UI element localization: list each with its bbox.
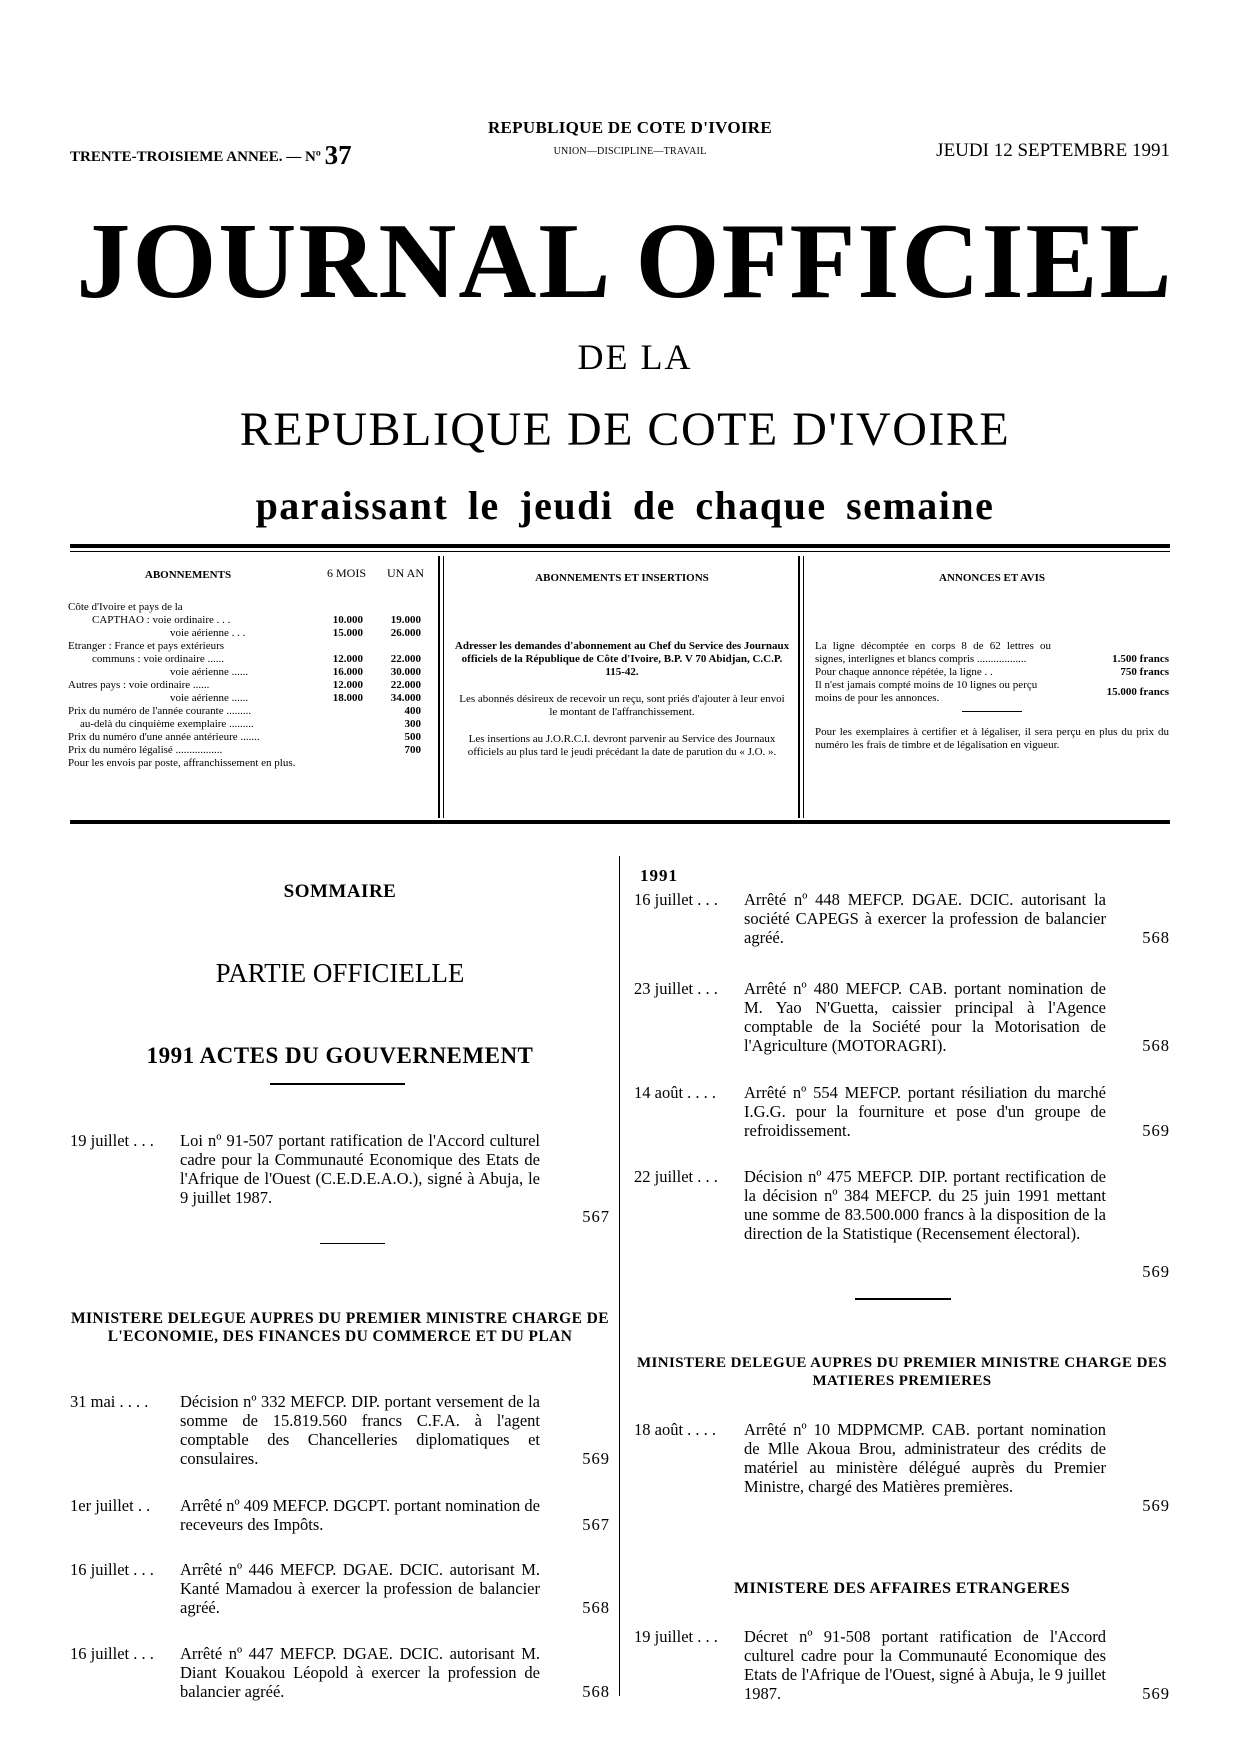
entry-date: 16 juillet . . . <box>70 1560 154 1579</box>
sommaire-entry <box>634 1083 1170 1147</box>
single-price-row: au-delà du cinquième exemplaire ......... 300 <box>80 718 421 730</box>
entry-text: Arrêté nº 446 MEFCP. DGAE. DCIC. autorisant M. Kanté Mamadou à exercer la profession de balancier agréé. <box>180 1560 540 1617</box>
entry-page: 567 <box>582 1515 610 1534</box>
title-republic: REPUBLIQUE DE COTE D'IVOIRE <box>239 403 1011 456</box>
sommaire-entry <box>70 1644 610 1708</box>
rate-row: communs : voie ordinaire ...... 12.000 22.000 <box>92 653 421 665</box>
col-6mois-header: 6 MOIS <box>326 566 366 580</box>
sommaire-entry <box>634 1420 1170 1515</box>
actes-heading: 1991 ACTES DU GOUVERNEMENT <box>146 1043 534 1068</box>
actes-rule <box>270 1083 405 1085</box>
entry-text: Loi nº 91-507 portant ratification de l'Accord culturel cadre pour la Communauté Economique des Etats de l'Afrique de l'Ouest (C.E.D.E.A.O.), signé à Abuja, le 9 juillet 1987. <box>180 1131 540 1207</box>
annonce-rate-row: Pour chaque annonce répétée, la ligne . . 750 francs <box>815 666 1169 678</box>
rate-row: voie aérienne ...... 16.000 30.000 <box>170 666 421 678</box>
annonces-heading: ANNONCES ET AVIS <box>939 572 1045 584</box>
entry-text: Décision nº 332 MEFCP. DIP. portant versement de la somme de 15.819.560 francs C.F.A. à l'agent comptable des Chancelleries diplomatiques et consulaires. <box>180 1392 540 1468</box>
box-divider-1 <box>438 556 440 818</box>
insertions-panel <box>454 572 790 759</box>
ministry-economie-heading: MINISTERE DELEGUE AUPRES DU PREMIER MINISTRE CHARGE DE L'ECONOMIE, DES FINANCES DU COMMERCE ET DU PLAN <box>71 1310 609 1345</box>
sommaire-entry <box>70 1560 610 1624</box>
rate-row: voie aérienne . . . 15.000 26.000 <box>170 627 421 639</box>
annonce-rate-row: Il n'est jamais compté moins de 10 lignes ou perçu moins de pour les annonces. 15.000 francs <box>815 679 1169 704</box>
right-year: 1991 <box>640 866 678 885</box>
header-issue-number: 37 <box>324 140 352 170</box>
rate-row: Côte d'Ivoire et pays de la <box>68 601 183 613</box>
annonces-divider <box>962 711 1022 712</box>
annonce-rate-row: La ligne décomptée en corps 8 de 62 lettres ou signes, interlignes et blancs compris .................. 1.500 francs <box>815 640 1169 665</box>
single-price-row: Prix du numéro de l'année courante ......... 400 <box>68 705 421 717</box>
header-year-issue <box>70 140 352 171</box>
entry-date: 14 août . . . . <box>634 1083 717 1102</box>
entry-date: 16 juillet . . . <box>70 1644 154 1663</box>
entry-page: 569 <box>1142 1121 1170 1140</box>
entry-page: 568 <box>1142 1036 1170 1055</box>
box-bottom-rule <box>70 820 1170 824</box>
insertions-p3: Les insertions au J.O.R.C.I. devront parvenir au Service des Journaux officiels au plus tard le jeudi précédant la date de parution du « J.O. ». <box>467 733 777 758</box>
entry-page: 569 <box>1142 1262 1170 1281</box>
box-top-rule <box>70 544 1170 548</box>
loi-rule <box>320 1243 385 1244</box>
sommaire-entry <box>70 1131 610 1231</box>
entry-text: Arrêté nº 480 MEFCP. CAB. portant nomination de M. Yao N'Guetta, caissier principal à l'Agence comptable de la Société pour la Motorisation de l'Agriculture (MOTORAGRI). <box>744 979 1106 1055</box>
ministry-matieres-heading: MINISTERE DELEGUE AUPRES DU PREMIER MINISTRE CHARGE DES MATIERES PREMIERES <box>636 1355 1167 1389</box>
entry-date: 18 août . . . . <box>634 1420 717 1439</box>
entry-text: Arrêté nº 447 MEFCP. DGAE. DCIC. autorisant M. Diant Kouakou Léopold à exercer la profession de balancier agréé. <box>180 1644 540 1701</box>
entry-text: Décision nº 475 MEFCP. DIP. portant rectification de la décision nº 384 MEFCP. du 25 juin 1991 mettant une somme de 83.500.000 francs à la disposition de la direction de la Statistique (Recensement électoral). <box>744 1167 1106 1243</box>
subscription-rates <box>68 601 430 770</box>
sommaire-entry <box>634 1627 1170 1711</box>
insertions-heading: ABONNEMENTS ET INSERTIONS <box>535 572 709 584</box>
entry-date: 1er juillet . . <box>70 1496 151 1515</box>
entry-text: Décret nº 91-508 portant ratification de l'Accord culturel cadre pour la Communauté Economique des Etats de l'Afrique de l'Ouest, signé à Abuja, le 9 juillet 1987. <box>744 1627 1106 1703</box>
title-de-la: DE LA <box>577 337 693 377</box>
insertions-p1: Adresser les demandes d'abonnement au Chef du Service des Journaux officiels de la République de Côte d'Ivoire, B.P. V 70 Abidjan, C.C.P. 115-42. <box>454 640 790 678</box>
entry-date: 23 juillet . . . <box>634 979 718 998</box>
sommaire-entry <box>634 979 1170 1063</box>
ministry-affaires-heading: MINISTERE DES AFFAIRES ETRANGERES <box>733 1580 1071 1597</box>
box-divider-2b <box>803 556 804 818</box>
annonces-panel <box>815 572 1169 752</box>
entry-page: 569 <box>1142 1496 1170 1515</box>
single-price-row: Prix du numéro d'une année antérieure ....... 500 <box>68 731 421 743</box>
entry-page: 568 <box>1142 928 1170 947</box>
entry-text: Arrêté nº 10 MDPMCMP. CAB. portant nomination de Mlle Akoua Brou, administrateur des crédits de matériel au ministère délégué auprès du Premier Ministre, chargé des Matières premières. <box>744 1420 1106 1496</box>
entry-page: 569 <box>582 1449 610 1468</box>
entry-date: 22 juillet . . . <box>634 1167 718 1186</box>
header-republic: REPUBLIQUE DE COTE D'IVOIRE <box>487 118 773 137</box>
rate-row: Etranger : France et pays extérieurs <box>68 640 225 652</box>
subscriptions-heading: ABONNEMENTS <box>144 569 232 581</box>
box-divider-2 <box>798 556 800 818</box>
journal-title: JOURNAL OFFICIEL <box>76 202 1174 321</box>
sommaire-entry <box>70 1496 610 1540</box>
col-1an-header: UN AN <box>386 566 424 580</box>
entry-date: 19 juillet . . . <box>634 1627 718 1646</box>
sommaire-title: SOMMAIRE <box>283 881 397 902</box>
title-frequency: paraissant le jeudi de chaque semaine <box>255 483 995 528</box>
sommaire-entry <box>634 1167 1170 1287</box>
entry-page: 569 <box>1142 1684 1170 1703</box>
subscriptions-panel <box>68 566 430 770</box>
box-divider-1b <box>443 556 444 818</box>
insertions-p2: Les abonnés désireux de recevoir un reçu, sont priés d'ajouter à leur envoi le montant de l'affranchissement. <box>459 693 785 718</box>
entry-text: Arrêté nº 409 MEFCP. DGCPT. portant nomination de receveurs des Impôts. <box>180 1496 540 1534</box>
entry-text: Arrêté nº 448 MEFCP. DGAE. DCIC. autorisant la société CAPEGS à exercer la profession de balancier agréé. <box>744 890 1106 947</box>
sommaire-entry <box>70 1392 610 1472</box>
rate-row: CAPTHAO : voie ordinaire . . . 10.000 19.000 <box>92 614 421 626</box>
entry-page: 567 <box>582 1207 610 1226</box>
header-year-label: TRENTE-TROISIEME ANNEE. — Nº <box>70 149 321 165</box>
header-date: JEUDI 12 SEPTEMBRE 1991 <box>936 140 1170 161</box>
right-rule <box>855 1298 951 1300</box>
header-motto: UNION—DISCIPLINE—TRAVAIL <box>553 146 707 157</box>
entry-text: Arrêté nº 554 MEFCP. portant résiliation du marché I.G.G. pour la fourniture et pose d'un groupe de refroidissement. <box>744 1083 1106 1140</box>
postage-note: Pour les envois par poste, affranchissement en plus. <box>68 757 296 769</box>
entry-date: 19 juillet . . . <box>70 1131 154 1150</box>
entry-page: 568 <box>582 1598 610 1617</box>
annonces-note: Pour les exemplaires à certifier et à légaliser, il sera perçu en plus du prix du numéro les frais de timbre et de légalisation en vigueur. <box>815 726 1169 751</box>
rate-row: Autres pays : voie ordinaire ...... 12.000 22.000 <box>68 679 421 691</box>
rate-row: voie aérienne ...... 18.000 34.000 <box>170 692 421 704</box>
sommaire-entry <box>634 890 1170 954</box>
entry-date: 16 juillet . . . <box>634 890 718 909</box>
partie-officielle: PARTIE OFFICIELLE <box>215 958 465 988</box>
entry-page: 568 <box>582 1682 610 1701</box>
column-divider <box>619 856 620 1696</box>
entry-date: 31 mai . . . . <box>70 1392 149 1411</box>
box-top-rule-thin <box>70 551 1170 552</box>
single-price-row: Prix du numéro légalisé ................. 700 <box>68 744 421 756</box>
